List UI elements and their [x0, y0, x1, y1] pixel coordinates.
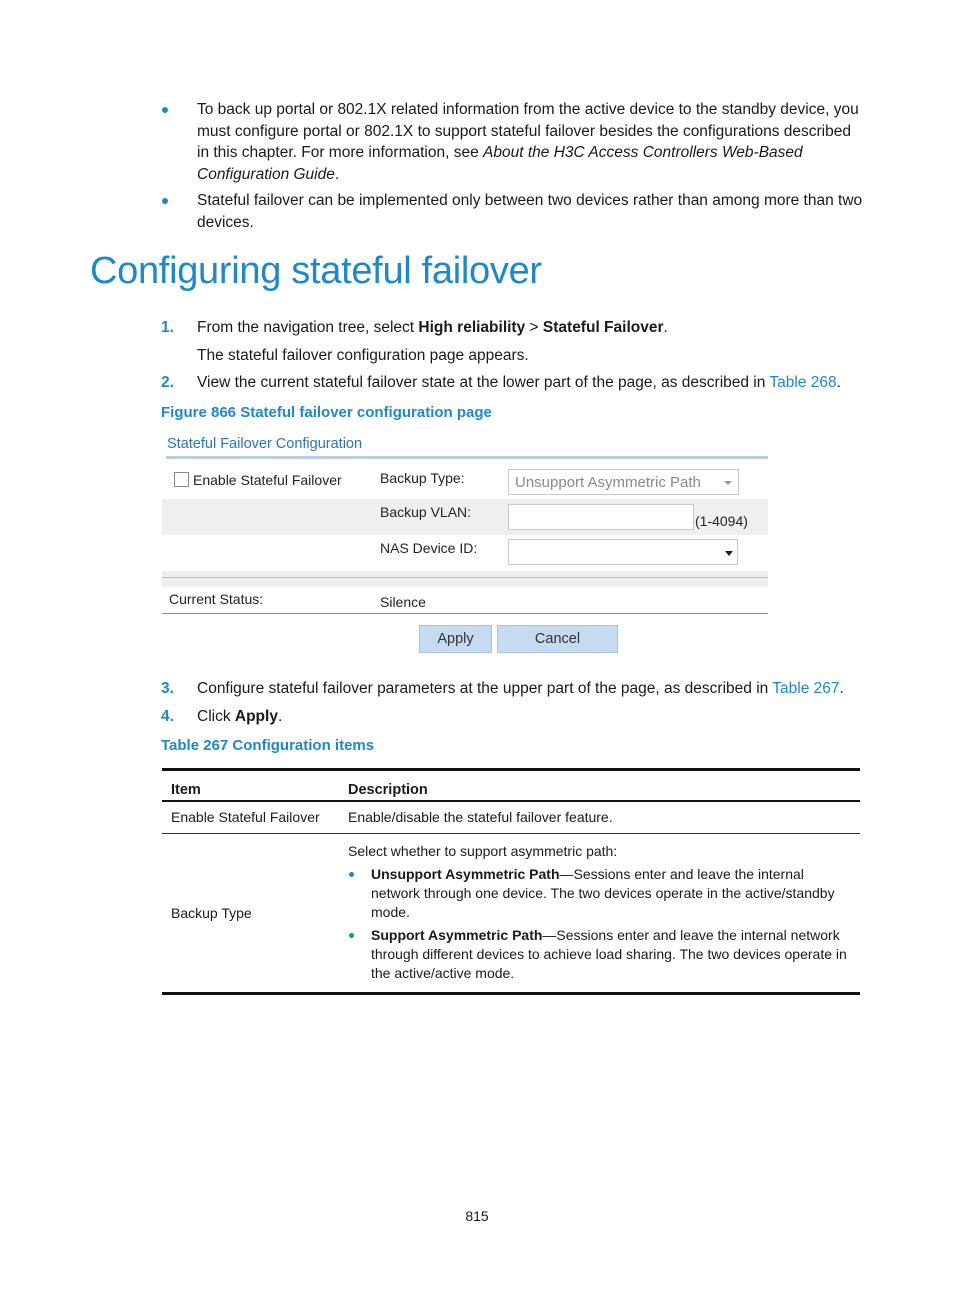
step-text-end: .: [839, 680, 844, 697]
backup-vlan-input[interactable]: [508, 504, 694, 530]
backup-vlan-range: (1-4094): [695, 513, 748, 529]
option-item: [348, 865, 851, 922]
enable-stateful-failover-label: Enable Stateful Failover: [193, 472, 342, 488]
step-text: Click: [197, 708, 235, 725]
intro-bullet-text: To back up portal or 802.1X related information from the active device to the standby device, you must configure portal or 802.1X to support stateful failover besides the configurations described in this chapter. For more information, see: [197, 101, 859, 161]
table-268-link[interactable]: Table 268: [769, 374, 837, 391]
cell-description: [339, 834, 860, 994]
stateful-failover-screenshot: [162, 432, 770, 656]
step-number: 3.: [161, 680, 174, 697]
backup-type-label: Backup Type:: [380, 470, 465, 486]
status-underline: [162, 613, 768, 614]
step-separator: >: [525, 319, 543, 336]
step-text: View the current stateful failover state at the lower part of the page, as described in: [197, 374, 770, 391]
header-description: Description: [339, 770, 860, 802]
apply-keyword: Apply: [234, 708, 278, 725]
step-text: Configure stateful failover parameters at the upper part of the page, as described in: [197, 680, 773, 697]
current-status-value: Silence: [380, 594, 426, 610]
step-number: 1.: [161, 319, 174, 336]
chevron-down-icon: [725, 551, 733, 556]
option-name: Unsupport Asymmetric Path: [371, 866, 560, 882]
table-267-link[interactable]: Table 267: [772, 680, 840, 697]
step-number: 4.: [161, 708, 174, 725]
option-description: —Sessions enter and leave the internal network through different devices to achieve load sharing. The two devices operate in the active/active mode.: [371, 927, 847, 981]
step-4: [160, 706, 866, 727]
table-caption: Table 267 Configuration items: [161, 737, 375, 754]
intro-bullet-item: [160, 190, 866, 233]
steps-list-top: [160, 317, 866, 393]
header-item: Item: [162, 770, 339, 802]
step-sub-text: The stateful failover configuration page appears.: [197, 347, 529, 364]
chevron-down-icon: [724, 481, 732, 485]
intro-bullet-list: [160, 99, 866, 238]
intro-bullet-item: [160, 99, 866, 185]
menu-stateful-failover: Stateful Failover: [542, 319, 664, 336]
description-intro: Select whether to support asymmetric path:: [348, 843, 618, 859]
config-items-table: [162, 768, 860, 995]
figure-caption: Figure 866 Stateful failover configuration page: [161, 404, 492, 421]
section-heading: Configuring stateful failover: [90, 250, 542, 292]
nas-device-id-label: NAS Device ID:: [380, 540, 478, 556]
cell-description: Enable/disable the stateful failover feature.: [339, 801, 860, 834]
option-description: —Sessions enter and leave the internal network through one device. The two devices operate in the active/standby mode.: [371, 866, 835, 920]
nas-device-id-select[interactable]: [508, 539, 738, 565]
step-text-end: .: [277, 708, 283, 725]
title-underline: [166, 456, 768, 459]
current-status-label: Current Status:: [169, 591, 264, 607]
bullet-dot-icon: [349, 872, 354, 877]
table-row: [162, 834, 860, 994]
separator-line: [162, 577, 768, 578]
step-text-end: .: [836, 374, 841, 391]
backup-type-value: Unsupport Asymmetric Path: [515, 474, 701, 491]
step-number: 2.: [161, 374, 174, 391]
apply-button[interactable]: Apply: [419, 625, 492, 653]
step-2: [160, 372, 866, 393]
cell-item: Enable Stateful Failover: [162, 801, 339, 834]
option-name: Support Asymmetric Path: [371, 927, 543, 943]
cell-item: Backup Type: [162, 834, 339, 994]
menu-high-reliability: High reliability: [418, 319, 526, 336]
option-list: [348, 865, 851, 983]
config-panel-title: Stateful Failover Configuration: [167, 436, 363, 452]
guide-title: About the H3C Access Controllers Web-Based Configuration Guide: [197, 144, 803, 183]
step-1: [160, 317, 866, 338]
intro-bullet-text-end: .: [334, 165, 340, 183]
enable-stateful-failover-checkbox[interactable]: [174, 472, 189, 487]
table-row: [162, 801, 860, 834]
section-separator-band: [162, 571, 768, 587]
table-header-row: [162, 770, 860, 802]
step-text: From the navigation tree, select: [197, 319, 419, 336]
bullet-dot-icon: [162, 198, 168, 204]
bullet-dot-icon: [162, 107, 168, 113]
steps-list-bottom: [160, 678, 866, 727]
bullet-dot-icon: [349, 933, 354, 938]
cancel-button[interactable]: Cancel: [497, 625, 618, 653]
page-number: 815: [465, 1208, 489, 1224]
backup-vlan-label: Backup VLAN:: [380, 504, 472, 520]
intro-bullet-text: Stateful failover can be implemented only between two devices rather than among more than two devices.: [197, 192, 863, 231]
step-3: [160, 678, 866, 699]
step-1-sub: [160, 345, 866, 366]
backup-type-select[interactable]: [508, 469, 739, 495]
step-text-end: .: [663, 319, 668, 336]
option-item: [348, 926, 851, 983]
